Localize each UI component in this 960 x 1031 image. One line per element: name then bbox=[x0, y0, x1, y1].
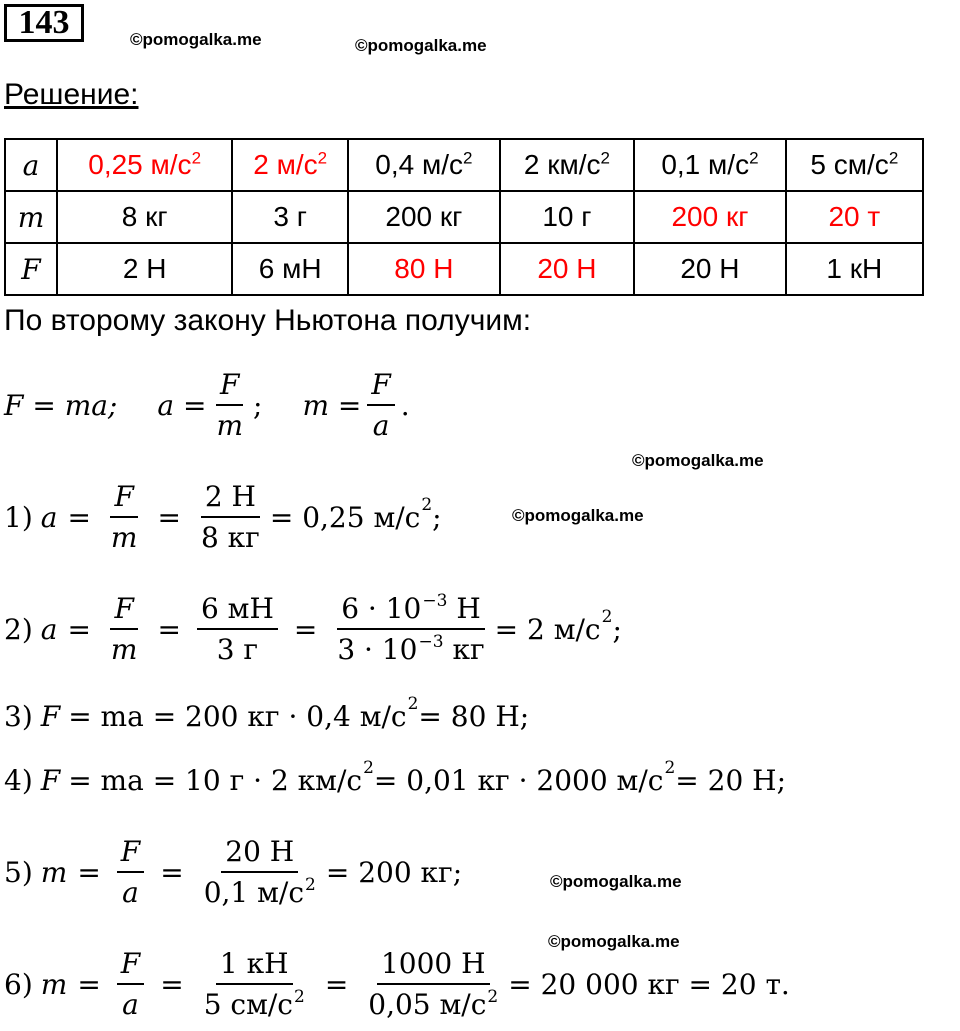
table-cell: 20 т bbox=[786, 191, 923, 243]
step-5: 5) m = $\frac{F}{a}$ = $\frac{20 Н}{0,1 м/с^2}$ = 200 кг; bbox=[4, 835, 463, 909]
fraction: $\frac{F}{m}$ bbox=[110, 592, 138, 666]
watermark: ©pomogalka.me bbox=[130, 30, 262, 49]
fraction: $\frac{F}{a}$ bbox=[117, 835, 144, 909]
table-cell: 200 кг bbox=[634, 191, 786, 243]
table-cell: 0,1 $м/с^2$ bbox=[634, 139, 786, 191]
watermark: ©pomogalka.me bbox=[355, 36, 487, 55]
intro-text: По второму закону Ньютона получим: bbox=[4, 304, 532, 337]
table-cell: 5 $см/с^2$ bbox=[786, 139, 923, 191]
watermark: ©pomogalka.me bbox=[548, 932, 680, 951]
fraction: $\frac{1000 Н}{0,05 м/с^2}$ bbox=[368, 947, 499, 1021]
table-cell: 20 Н bbox=[500, 243, 635, 295]
watermark: ©pomogalka.me bbox=[550, 872, 682, 891]
newton-law: F = ma; bbox=[4, 388, 118, 422]
table-row bbox=[5, 139, 923, 191]
fraction: $\frac{1 кН}{5 см/с^2}$ bbox=[203, 947, 305, 1021]
fraction: $\frac{20 Н}{0,1 м/с^2}$ bbox=[203, 835, 316, 909]
step-3: 3) F = ma = 200 кг · 0,4 м/с 2 = 80 Н; bbox=[4, 694, 530, 733]
fraction: $\frac{F}{m}$ bbox=[216, 368, 243, 442]
step-6: 6) m = $\frac{F}{a}$ = $\frac{1 кН}{5 см/с^2}$ = $\frac{1000 Н}{0,05 м/с^2}$ = 20 000 кг = 20 т. bbox=[4, 947, 790, 1021]
table-cell: 0,25 $м/с^2$ bbox=[57, 139, 232, 191]
table-cell: 20 Н bbox=[634, 243, 786, 295]
table-cell: 2 $км/с^2$ bbox=[500, 139, 635, 191]
table-row bbox=[5, 243, 923, 295]
fraction: $\frac{6 мН}{3 г}$ bbox=[197, 592, 278, 666]
step-4: 4) F = ma = 10 г · 2 км/с 2 = 0,01 кг · 2000 м/с 2 = 20 Н; bbox=[4, 758, 787, 797]
table-cell: 2 Н bbox=[57, 243, 232, 295]
table-cell: 6 мН bbox=[232, 243, 348, 295]
values-table bbox=[4, 138, 924, 296]
fraction: $\frac{6 \cdot 10^{-3} Н}{3 \cdot 10^{-3} кг}$ bbox=[337, 591, 485, 666]
table-row bbox=[5, 191, 923, 243]
table-cell: 1 кН bbox=[786, 243, 923, 295]
watermark: ©pomogalka.me bbox=[632, 451, 764, 470]
step-2: 2) a = $\frac{F}{m}$ = $\frac{6 мН}{3 г}$ = $\frac{6 \cdot 10^{-3} Н}{3 \cdot 10^{-3} кг}$ = 2 м/с 2 ; bbox=[4, 591, 622, 666]
row-label: F bbox=[5, 243, 57, 295]
table-cell: 0,4 $м/с^2$ bbox=[348, 139, 500, 191]
row-label: a bbox=[5, 139, 57, 191]
formula-line bbox=[4, 362, 410, 448]
accel-formula: a = $\frac{F}{m}$ ; bbox=[157, 368, 263, 442]
table-cell: 10 г bbox=[500, 191, 635, 243]
fraction: $\frac{2 Н}{8 кг}$ bbox=[200, 480, 260, 554]
table-cell: 200 кг bbox=[348, 191, 500, 243]
fraction: $\frac{F}{a}$ bbox=[367, 368, 394, 442]
step-1: 1) a = $\frac{F}{m}$ = $\frac{2 Н}{8 кг}$ = 0,25 м/с 2 ; bbox=[4, 480, 442, 554]
table-cell: 2 $м/с^2$ bbox=[232, 139, 348, 191]
fraction: $\frac{F}{m}$ bbox=[110, 480, 138, 554]
problem-number: 143 bbox=[4, 4, 84, 42]
table-cell: 3 г bbox=[232, 191, 348, 243]
mass-formula: m = $\frac{F}{a}$ . bbox=[302, 368, 410, 442]
row-label: m bbox=[5, 191, 57, 243]
solution-heading: Решение: bbox=[4, 78, 139, 111]
table-cell: 8 кг bbox=[57, 191, 232, 243]
fraction: $\frac{F}{a}$ bbox=[117, 947, 144, 1021]
table-cell: 80 Н bbox=[348, 243, 500, 295]
watermark: ©pomogalka.me bbox=[512, 506, 644, 525]
